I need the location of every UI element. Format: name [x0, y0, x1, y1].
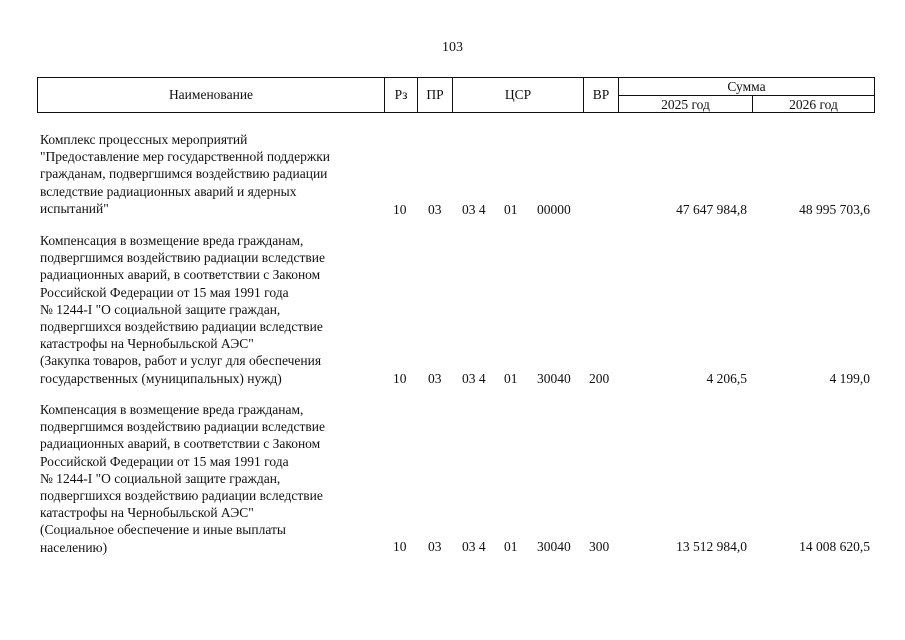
row-sum-2026: 48 995 703,6 [799, 202, 870, 217]
row-sum-2026: 14 008 620,5 [799, 539, 870, 554]
header-pr-cell: ПР [426, 87, 444, 102]
row-csr-direction: 30040 [537, 371, 571, 386]
row-sum-2026: 4 199,0 [829, 371, 870, 386]
row-vr: 200 [589, 371, 610, 386]
row-name: Компенсация в возмещение вреда гражданам, подвергшимся воздействию радиации вследствие радиационных аварий, в соответствии с Законом Российской Федерации от 15 мая 1991 года № 1244-I "О социальной защите граждан, подвергшихся воздействию радиации вследствие катастрофы на Чернобыльской АЭС" (Закупка товаров, работ и услуг для обеспечения государственных (муниципальных) нужд) [40, 233, 325, 386]
header-csr-cell: ЦСР [504, 87, 532, 102]
header-year1-cell: 2025 год [661, 96, 710, 112]
header-year2-cell: 2026 год [789, 96, 838, 112]
row-csr-program: 03 4 [462, 371, 486, 386]
page-number: 103 [442, 40, 463, 55]
row-pr: 03 [428, 371, 442, 386]
row-csr-subprogram: 01 [504, 202, 518, 217]
header-vr-cell: ВР [592, 87, 610, 102]
row-vr: 300 [589, 539, 610, 554]
row-sum-2025: 13 512 984,0 [676, 539, 747, 554]
row-csr-direction: 00000 [537, 202, 571, 217]
row-rz: 10 [393, 371, 407, 386]
header-sum-cell: Сумма [727, 78, 766, 94]
header-rz-cell: Рз [394, 87, 408, 102]
row-pr: 03 [428, 202, 442, 217]
row-sum-2025: 47 647 984,8 [676, 202, 747, 217]
row-csr-program: 03 4 [462, 202, 486, 217]
row-csr-subprogram: 01 [504, 539, 518, 554]
header-name-cell: Наименование [168, 87, 254, 102]
row-name: Комплекс процессных мероприятий "Предоставление мер государственной поддержки гражданам, подвергшимся воздействию радиации вследствие радиационных аварий и ядерных испытаний" [40, 132, 330, 216]
header-grid [37, 77, 875, 113]
row-sum-2025: 4 206,5 [706, 371, 747, 386]
row-rz: 10 [393, 202, 407, 217]
row-csr-direction: 30040 [537, 539, 571, 554]
row-name: Компенсация в возмещение вреда гражданам, подвергшимся воздействию радиации вследствие радиационных аварий, в соответствии с Законом Российской Федерации от 15 мая 1991 года № 1244-I "О социальной защите граждан, подвергшихся воздействию радиации вследствие катастрофы на Чернобыльской АЭС" (Социальное обеспечение и иные выплаты населению) [40, 402, 325, 555]
row-csr-program: 03 4 [462, 539, 486, 554]
row-rz: 10 [393, 539, 407, 554]
row-pr: 03 [428, 539, 442, 554]
row-csr-subprogram: 01 [504, 371, 518, 386]
